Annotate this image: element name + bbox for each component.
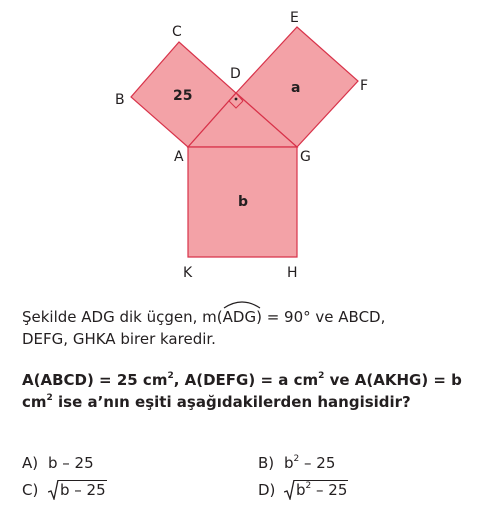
sqrt-icon — [284, 479, 348, 501]
vertex-e-label: E — [290, 10, 299, 26]
prompt-text-4b: ise a’nın eşiti aşağıdakilerden hangisidir? — [52, 393, 411, 411]
vertex-g-label: G — [300, 149, 311, 165]
question-text-1b: ) = 90° ve ABCD, — [256, 308, 386, 326]
question-text-1a: Şekilde ADG dik üçgen, m( — [22, 308, 223, 326]
option-b[interactable] — [258, 452, 335, 474]
option-d-base: b — [296, 481, 306, 499]
prompt-text-3b: , A(DEFG) = a cm — [173, 371, 319, 389]
angle-notation — [223, 306, 256, 328]
sup-3: 2 — [46, 393, 53, 403]
option-a-label: A) — [22, 454, 39, 472]
area-label-abcd: 25 — [173, 88, 193, 104]
prompt-text-3c: ve A(AKHG) = b — [324, 371, 462, 389]
vertex-h-label: H — [287, 265, 298, 281]
option-a-text: b – 25 — [48, 454, 94, 472]
prompt-text-3a: A(ABCD) = 25 cm — [22, 371, 168, 389]
option-d-label: D) — [258, 481, 276, 499]
question-text-2: DEFG, GHKA birer karedir. — [22, 330, 216, 348]
option-b-rest: – 25 — [299, 454, 336, 472]
option-b-label: B) — [258, 454, 275, 472]
option-a[interactable] — [22, 452, 94, 474]
vertex-a-label: A — [174, 149, 184, 165]
angle-label: ADG — [222, 308, 257, 326]
prompt-text-4a: cm — [22, 393, 47, 411]
option-c-text: b – 25 — [60, 481, 106, 499]
vertex-k-label: K — [183, 265, 193, 281]
vertex-b-label: B — [115, 92, 125, 108]
option-b-sup: 2 — [293, 454, 300, 464]
option-d-sup: 2 — [305, 481, 312, 491]
option-c[interactable] — [22, 479, 107, 501]
sup-2: 2 — [318, 371, 325, 381]
question-statement — [22, 306, 462, 350]
question-prompt — [22, 369, 462, 413]
sup-1: 2 — [167, 371, 174, 381]
area-label-defg: a — [291, 80, 301, 96]
vertex-d-label: D — [230, 66, 241, 82]
option-b-base: b — [284, 454, 294, 472]
option-c-label: C) — [22, 481, 39, 499]
area-label-akhg: b — [238, 194, 249, 210]
option-d[interactable] — [258, 479, 348, 501]
vertex-c-label: C — [172, 24, 182, 40]
option-d-rest: – 25 — [311, 481, 348, 499]
option-d-radicand — [294, 480, 348, 499]
sqrt-icon — [48, 479, 107, 501]
vertex-f-label: F — [360, 78, 369, 94]
